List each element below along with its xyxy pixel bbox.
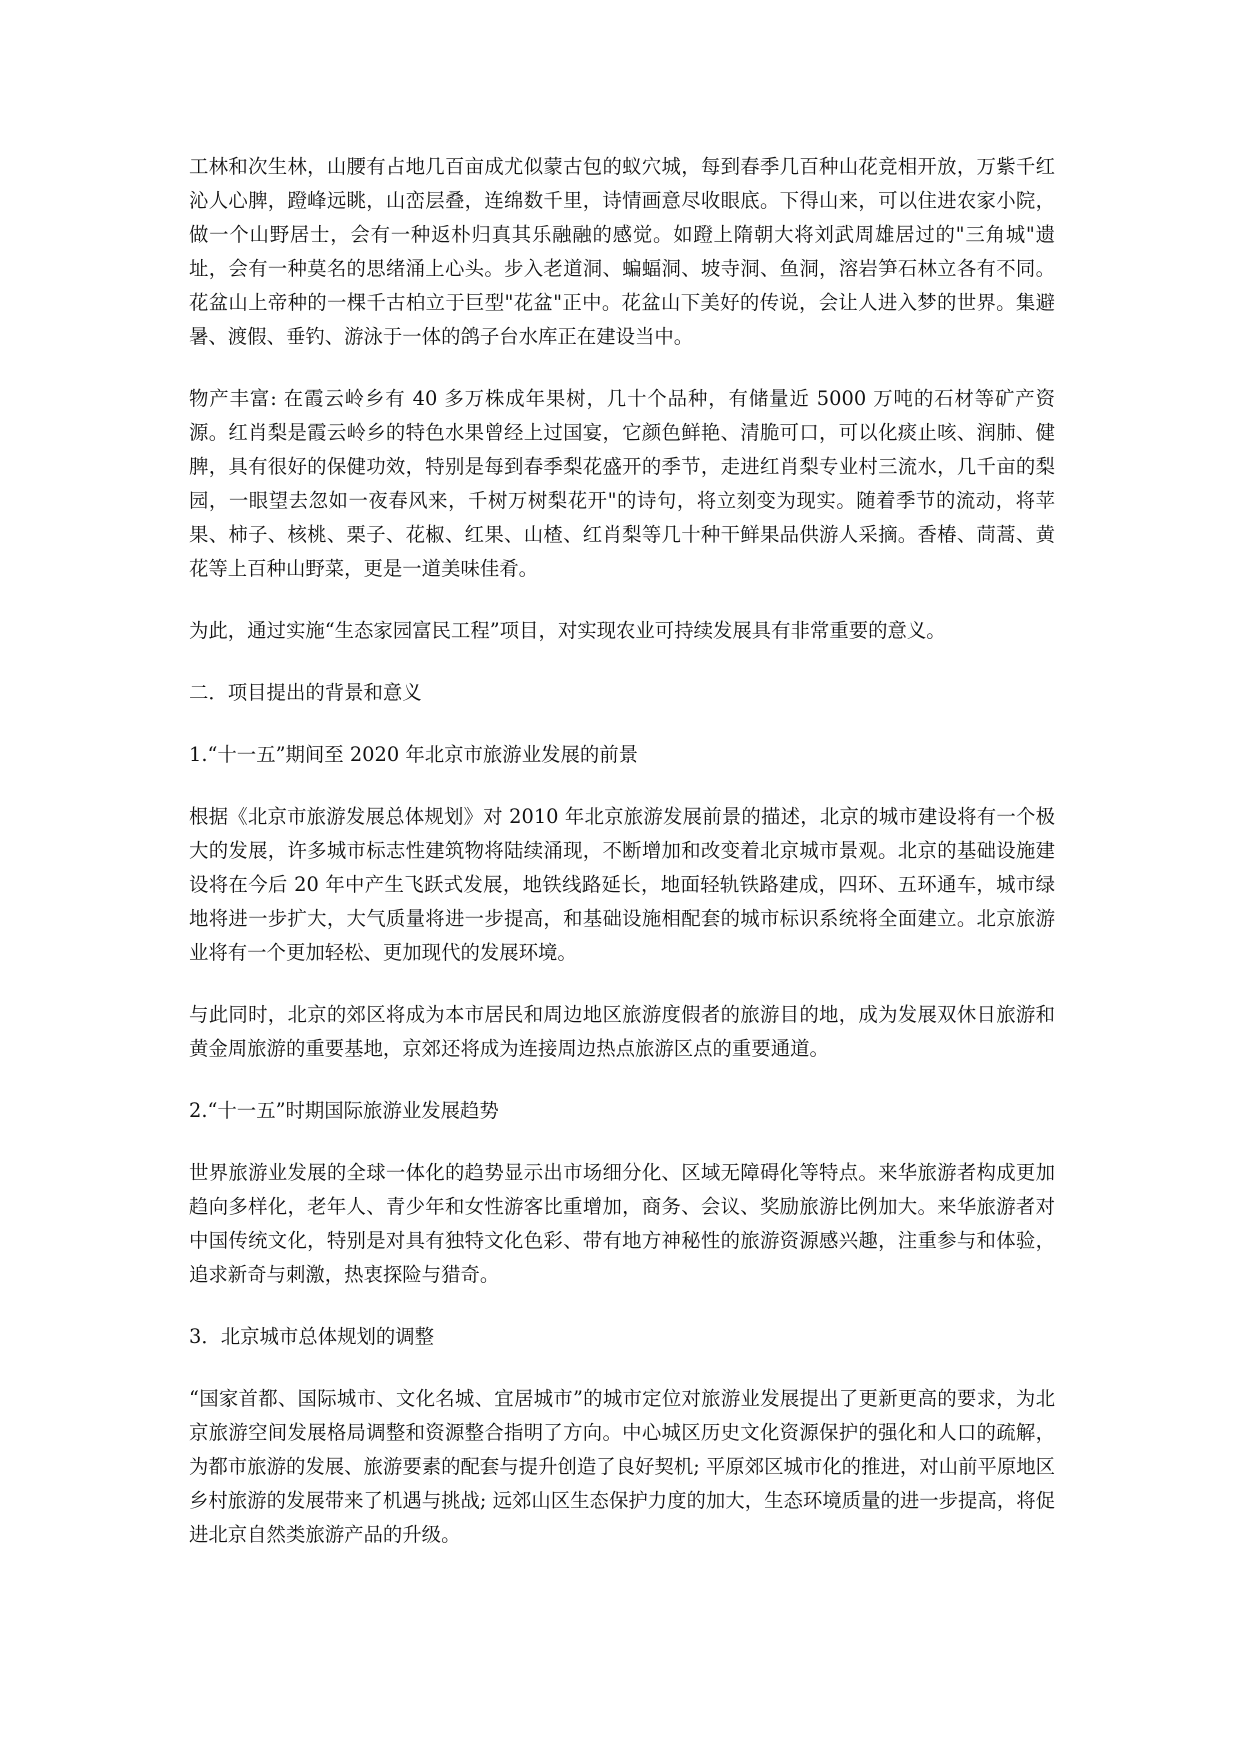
subsection-heading-beijing-tourism-outlook: 1.“十一五”期间至 2020 年北京市旅游业发展的前景 xyxy=(189,743,639,766)
document-page xyxy=(189,150,1055,1580)
section-heading-background: 二．项目提出的背景和意义 xyxy=(189,681,422,704)
paragraph-suburban-tourism: 与此同时，北京的郊区将成为本市居民和周边地区旅游度假者的旅游目的地，成为发展双休日旅游和黄金周旅游的重要基地，京郊还将成为连接周边热点旅游区点的重要通道。 xyxy=(189,1003,1055,1060)
subsection-heading-international-trends: 2.“十一五”时期国际旅游业发展趋势 xyxy=(189,1099,499,1122)
paragraph-local-products: 物产丰富: 在霞云岭乡有 40 多万株成年果树，几十个品种，有储量近 5000 万吨的石材等矿产资源。红肖梨是霞云岭乡的特色水果曾经上过国宴，它颜色鲜艳、清脆可口，可以化痰止咳、润肺、健脾，具有很好的保健功效，特别是每到春季梨花盛开的季节，走进红肖梨专业村三流水，几千亩的梨园，一眼望去忽如一夜春风来，千树万树梨花开"的诗句，将立刻变为现实。随着季节的流动，将苹果、柿子、核桃、栗子、花椒、红果、山楂、红肖梨等几十种干鲜果品供游人采摘。香椿、茼蒿、黄花等上百种山野菜，更是一道美味佳肴。 xyxy=(189,387,1055,580)
paragraph-global-tourism: 世界旅游业发展的全球一体化的趋势显示出市场细分化、区域无障碍化等特点。来华旅游者构成更加趋向多样化，老年人、青少年和女性游客比重增加，商务、会议、奖励旅游比例加大。来华旅游者对中国传统文化，特别是对具有独特文化色彩、带有地方神秘性的旅游资源感兴趣，注重参与和体验，追求新奇与刺激，热衷探险与猎奇。 xyxy=(189,1161,1055,1286)
paragraph-city-positioning: “国家首都、国际城市、文化名城、宜居城市”的城市定位对旅游业发展提出了更新更高的要求，为北京旅游空间发展格局调整和资源整合指明了方向。中心城区历史文化资源保护的强化和人口的疏解，为都市旅游的发展、旅游要素的配套与提升创造了良好契机; 平原郊区城市化的推进，对山前平原地区乡村旅游的发展带来了机遇与挑战; 远郊山区生态保护力度的加大，生态环境质量的进一步提高，将促进北京自然类旅游产品的升级。 xyxy=(189,1387,1055,1546)
paragraph-project-significance: 为此，通过实施“生态家园富民工程”项目，对实现农业可持续发展具有非常重要的意义。 xyxy=(189,619,946,642)
subsection-heading-city-planning: 3．北京城市总体规划的调整 xyxy=(189,1325,435,1348)
paragraph-scenic-description: 工林和次生林，山腰有占地几百亩成尤似蒙古包的蚁穴城，每到春季几百种山花竞相开放，万紫千红沁人心脾，蹬峰远眺，山峦层叠，连绵数千里，诗情画意尽收眼底。下得山来，可以住进农家小院，做一个山野居士，会有一种返朴归真其乐融融的感觉。如蹬上隋朝大将刘武周雄居过的"三角城"遗址，会有一种莫名的思绪涌上心头。步入老道洞、蝙蝠洞、坡寺洞、鱼洞，溶岩笋石林立各有不同。花盆山上帝种的一棵千古柏立于巨型"花盆"正中。花盆山下美好的传说，会让人进入梦的世界。集避暑、渡假、垂钓、游泳于一体的鸽子台水库正在建设当中。 xyxy=(189,155,1055,348)
paragraph-beijing-development: 根据《北京市旅游发展总体规划》对 2010 年北京旅游发展前景的描述，北京的城市建设将有一个极大的发展，许多城市标志性建筑物将陆续涌现，不断增加和改变着北京城市景观。北京的基础设施建设将在今后 20 年中产生飞跃式发展，地铁线路延长，地面轻轨铁路建成，四环、五环通车，城市绿地将进一步扩大，大气质量将进一步提高，和基础设施相配套的城市标识系统将全面建立。北京旅游业将有一个更加轻松、更加现代的发展环境。 xyxy=(189,805,1055,964)
